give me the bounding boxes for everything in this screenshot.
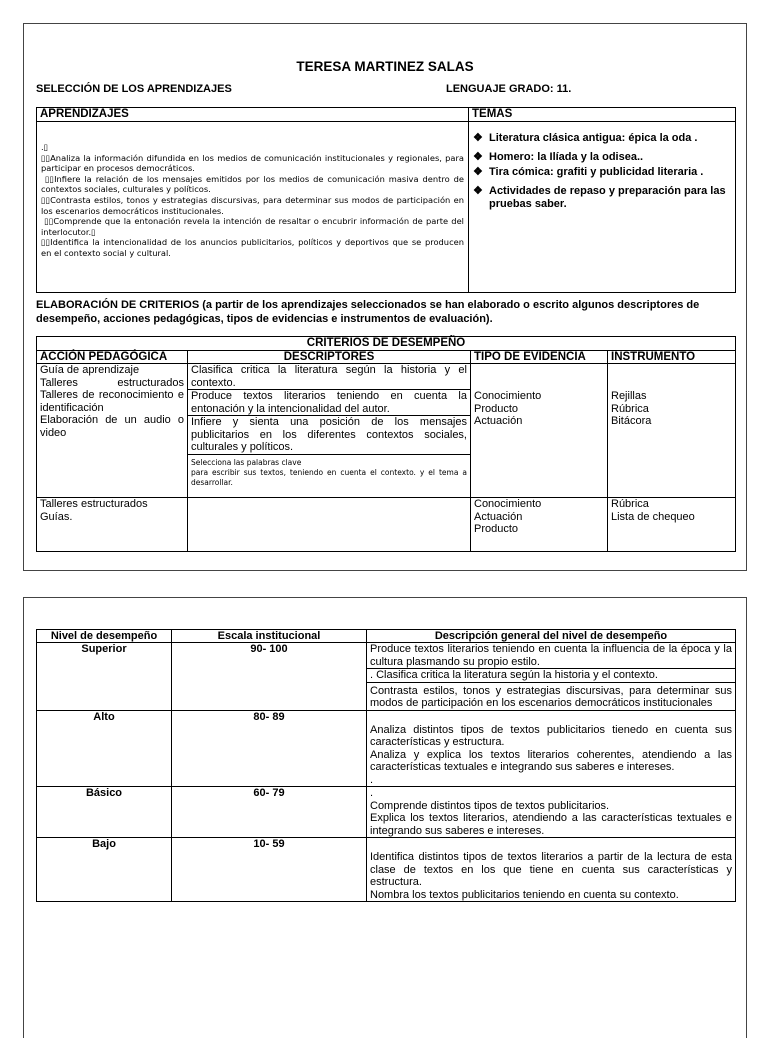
table-row [37,643,736,711]
nivel-name: Alto [37,710,172,787]
instrumentos-cell-2 [608,498,736,552]
descriptor-small-item: Selecciona las palabras clave para escribir sus textos, teniendo en cuenta el contexto. y el tema a desarrollar. [191,457,467,487]
instrumento-item: Rejillas [611,390,647,402]
elaboracion-criterios-heading: ELABORACIÓN DE CRITERIOS (a partir de los aprendizajes seleccionados se han elaborado o escrito algunos descriptores de desempeño, acciones pedagógicas, tipos de evidencias e instrumentos de evaluación). [36,299,700,325]
aprendizaje-item: ▯▯Comprende que la entonación revela la intención de resaltar o encubrir información de parte del interlocutor.▯ [41,216,464,237]
temas-cell [469,122,736,293]
evidencia-item: Conocimiento [474,390,542,402]
col-instrumento: INSTRUMENTO [608,350,736,364]
accion-item: Talleres de reconocimiento e identificación [40,389,184,414]
descriptores-cell [188,364,471,498]
nivel-desc: Identifica distintos tipos de textos literarios a partir de la lectura de esta clase de textos en los que tiene en cuenta sus características y estructura. Nombra los textos publicitarios teniendo en cuenta su contexto. [367,838,736,902]
page-2 [23,597,747,1038]
aprendizajes-table [36,107,736,293]
table-row [37,838,736,902]
col-descriptores: DESCRIPTORES [188,350,471,364]
evidencia-item: Producto [474,523,519,535]
temas-header: TEMAS [469,108,736,122]
acciones-cell [37,364,188,498]
evidencias-cell-2 [471,498,608,552]
diamond-bullet-icon: ❖ [473,132,483,144]
descriptor-item: Produce textos literarios teniendo en cuenta la entonación y la intencionalidad del autor. [188,390,470,416]
diamond-bullet-icon: ❖ [473,166,483,178]
accion-item: Talleres estructurados [40,498,148,510]
document-title: TERESA MARTINEZ SALAS [296,59,474,74]
nivel-scale: 60- 79 [172,787,367,838]
nivel-name: Superior [37,643,172,711]
page-1 [23,23,747,571]
instrumento-item: Rúbrica [611,402,649,415]
nivel-desc: . Comprende distintos tipos de textos publicitarios. Explica los textos literarios, atendiendo a las características textuales e integrando sus saberes e intereses. [367,787,736,838]
lenguaje-grado: LENGUAJE GRADO: 11. [446,83,572,95]
tema-item: ❖ Tira cómica: grafiti y publicidad literaria . [473,166,704,178]
col-escala: Escala institucional [172,630,367,643]
instrumento-item: Lista de chequeo [611,510,695,523]
criterios-table [36,336,736,552]
aprendizajes-cell [37,122,469,293]
descriptor-item: Clasifica critica la literatura según la historia y el contexto. [188,364,470,390]
aprendizaje-item: ▯▯Identifica la intencionalidad de los anuncios publicitarios, políticos y deportivos que se producen en el contexto social y cultural. [41,237,464,258]
aprendizajes-header: APRENDIZAJES [37,108,469,122]
instrumento-item: Bitácora [611,415,652,427]
tema-item: ❖ Homero: la Ilíada y la odisea.. [473,151,644,163]
tema-item: ❖ Literatura clásica antigua: épica la oda . [473,132,698,144]
col-tipo-evidencia: TIPO DE EVIDENCIA [471,350,608,364]
aprendizaje-item: ▯▯Analiza la información difundida en los medios de comunicación institucionales y regionales, para participar en procesos democráticos. [41,152,464,174]
instrumento-item: Rúbrica [611,498,649,510]
acciones-cell-2 [37,498,188,552]
instrumentos-cell [608,364,736,498]
nivel-desc: Produce textos literarios teniendo en cuenta la influencia de la época y la cultura plasmando su propio estilo. . Clasifica critica la literatura según la historia y el contexto. Contrasta estilos, tonos y estrategias discursivas, para determinar sus modos de participación en los escenarios democráticos institucionales [367,643,736,711]
nivel-name: Básico [37,787,172,838]
evidencia-item: Producto [474,402,519,415]
evidencias-cell [471,364,608,498]
tema-item: ❖ Actividades de repaso y preparación para las pruebas saber. [473,185,726,210]
col-nivel: Nivel de desempeño [37,630,172,643]
niveles-table [36,629,736,902]
nivel-scale: 10- 59 [172,838,367,902]
nivel-name: Bajo [37,838,172,902]
evidencia-item: Conocimiento [474,498,542,510]
diamond-bullet-icon: ❖ [473,185,483,197]
descriptor-item: Infiere y sienta una posición de los mensajes publicitarios en los diferentes contextos sociales, culturales y políticos. [188,416,470,455]
evidencia-item: Actuación [474,510,523,523]
accion-item: Elaboración de un audio o video [40,414,184,439]
aprendizaje-item: ▯▯Infiere la relación de los mensajes emitidos por los medios de comunicación masiva dentro de contextos sociales, culturales y políticos. [41,173,464,195]
accion-item: Talleres estructurados [40,376,184,389]
nivel-scale: 80- 89 [172,710,367,787]
aprendizaje-item: ▯▯Contrasta estilos, tonos y estrategias discursivas, para determinar sus modos de participación en los escenarios democráticos institucionales. [41,194,464,216]
descriptores-cell-2 [188,498,471,552]
accion-item: Guía de aprendizaje [40,364,140,376]
evidencia-item: Actuación [474,415,523,427]
aprendizaje-item: .▯ [41,142,49,152]
table-row [37,710,736,787]
nivel-scale: 90- 100 [172,643,367,711]
col-accion-pedagogica: ACCIÓN PEDAGÓGICA [37,350,188,364]
col-descripcion: Descripción general del nivel de desempeño [367,630,736,643]
table-row [37,787,736,838]
nivel-desc: Analiza distintos tipos de textos publicitarios tienedo en cuenta sus características y estructura. Analiza y explica los textos literarios coherentes, atendiendo a las características textuales e integrando sus saberes e intereses. . [367,710,736,787]
accion-item: Guías. [40,510,73,523]
criterios-header: CRITERIOS DE DESEMPEÑO [37,337,736,351]
seleccion-heading: SELECCIÓN DE LOS APRENDIZAJES [36,83,232,95]
diamond-bullet-icon: ❖ [473,151,483,163]
